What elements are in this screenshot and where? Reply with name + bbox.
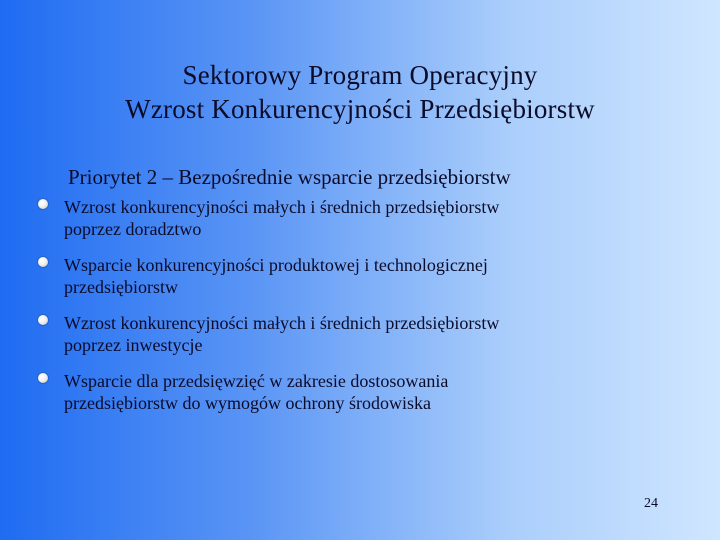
page-number: 24 <box>644 496 658 511</box>
bullet-text-line-1: Wzrost konkurencyjności małych i średnich przedsiębiorstw <box>64 313 500 333</box>
bullet-dot-icon <box>38 257 48 267</box>
bullet-item <box>38 370 648 414</box>
bullet-dot-icon <box>38 315 48 325</box>
bullet-dot-icon <box>38 373 48 383</box>
bullet-item <box>38 312 648 356</box>
bullet-text-line-2: przedsiębiorstw <box>64 277 178 297</box>
bullet-text-line-1: Wzrost konkurencyjności małych i średnich przedsiębiorstw <box>64 197 500 217</box>
bullet-text-line-2: poprzez inwestycje <box>64 335 203 355</box>
bullet-text-line-1: Wsparcie dla przedsięwzięć w zakresie dostosowania <box>64 371 449 391</box>
bullet-item <box>38 196 648 240</box>
bullet-item <box>38 254 648 298</box>
priority-heading: Priorytet 2 – Bezpośrednie wsparcie przedsiębiorstw <box>68 165 511 189</box>
bullet-dot-icon <box>38 199 48 209</box>
title-line-1: Sektorowy Program Operacyjny <box>182 60 538 90</box>
title-line-2: Wzrost Konkurencyjności Przedsiębiorstw <box>125 94 595 124</box>
slide-title <box>0 58 720 126</box>
bullet-list <box>38 196 648 428</box>
bullet-text-line-2: przedsiębiorstw do wymogów ochrony środowiska <box>64 393 431 413</box>
bullet-text-line-1: Wsparcie konkurencyjności produktowej i technologicznej <box>64 255 488 275</box>
bullet-text-line-2: poprzez doradztwo <box>64 219 202 239</box>
